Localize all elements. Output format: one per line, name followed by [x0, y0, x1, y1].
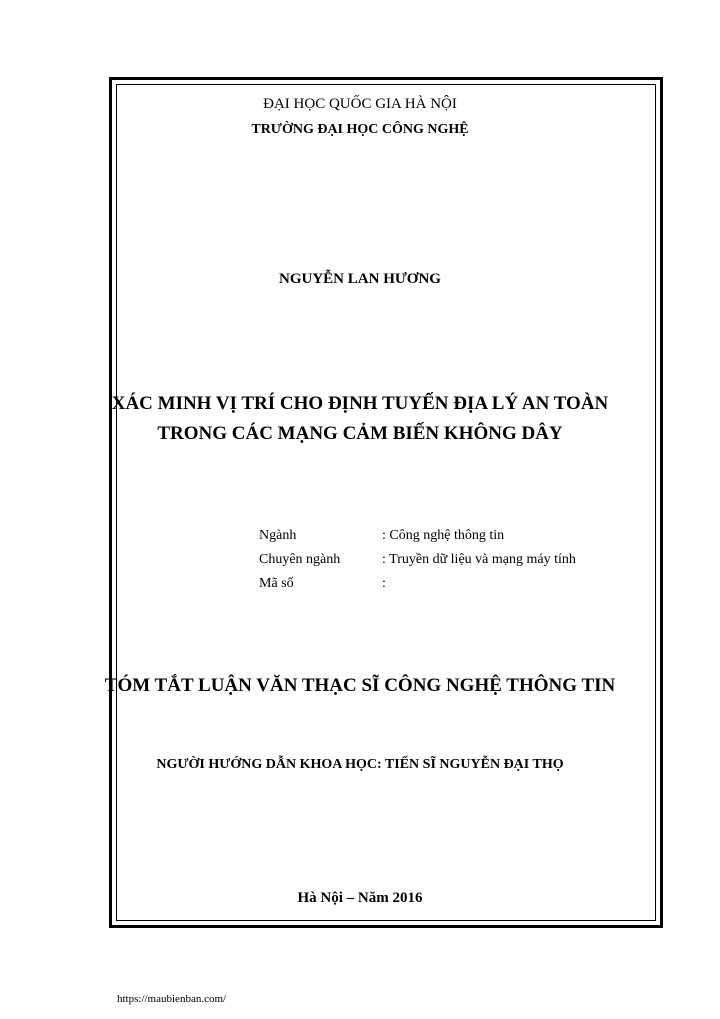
- page-border: [109, 77, 663, 928]
- place-year: Hà Nội – Năm 2016: [297, 890, 423, 906]
- info-label: Ngành: [259, 528, 297, 543]
- thesis-title-line-1: XÁC MINH VỊ TRÍ CHO ĐỊNH TUYẾN ĐỊA LÝ AN TOÀN: [111, 393, 609, 414]
- school-name: TRƯỜNG ĐẠI HỌC CÔNG NGHỆ: [251, 122, 469, 137]
- thesis-title-line-2: TRONG CÁC MẠNG CẢM BIẾN KHÔNG DÂY: [157, 423, 563, 444]
- page-border-inner: [116, 84, 656, 921]
- author-name: NGUYỄN LAN HƯƠNG: [279, 271, 441, 287]
- info-row-specialization: [259, 550, 576, 574]
- university-name: ĐẠI HỌC QUỐC GIA HÀ NỘI: [263, 96, 457, 112]
- thesis-info: [259, 526, 576, 598]
- info-row-major: [259, 526, 576, 550]
- info-value: : Truyền dữ liệu và mạng máy tính: [382, 552, 576, 567]
- info-label: Mã số: [259, 576, 294, 591]
- footer-url: https://maubienban.com/: [117, 993, 227, 1005]
- info-value: : Công nghệ thông tin: [382, 528, 505, 543]
- summary-title: TÓM TẮT LUẬN VĂN THẠC SĨ CÔNG NGHỆ THÔNG TIN: [104, 675, 616, 696]
- advisor-line: NGƯỜI HƯỚNG DẪN KHOA HỌC: TIẾN SĨ NGUYỄN ĐẠI THỌ: [156, 757, 564, 772]
- info-value: :: [382, 576, 386, 591]
- info-label: Chuyên ngành: [259, 552, 341, 567]
- info-row-code: [259, 574, 576, 598]
